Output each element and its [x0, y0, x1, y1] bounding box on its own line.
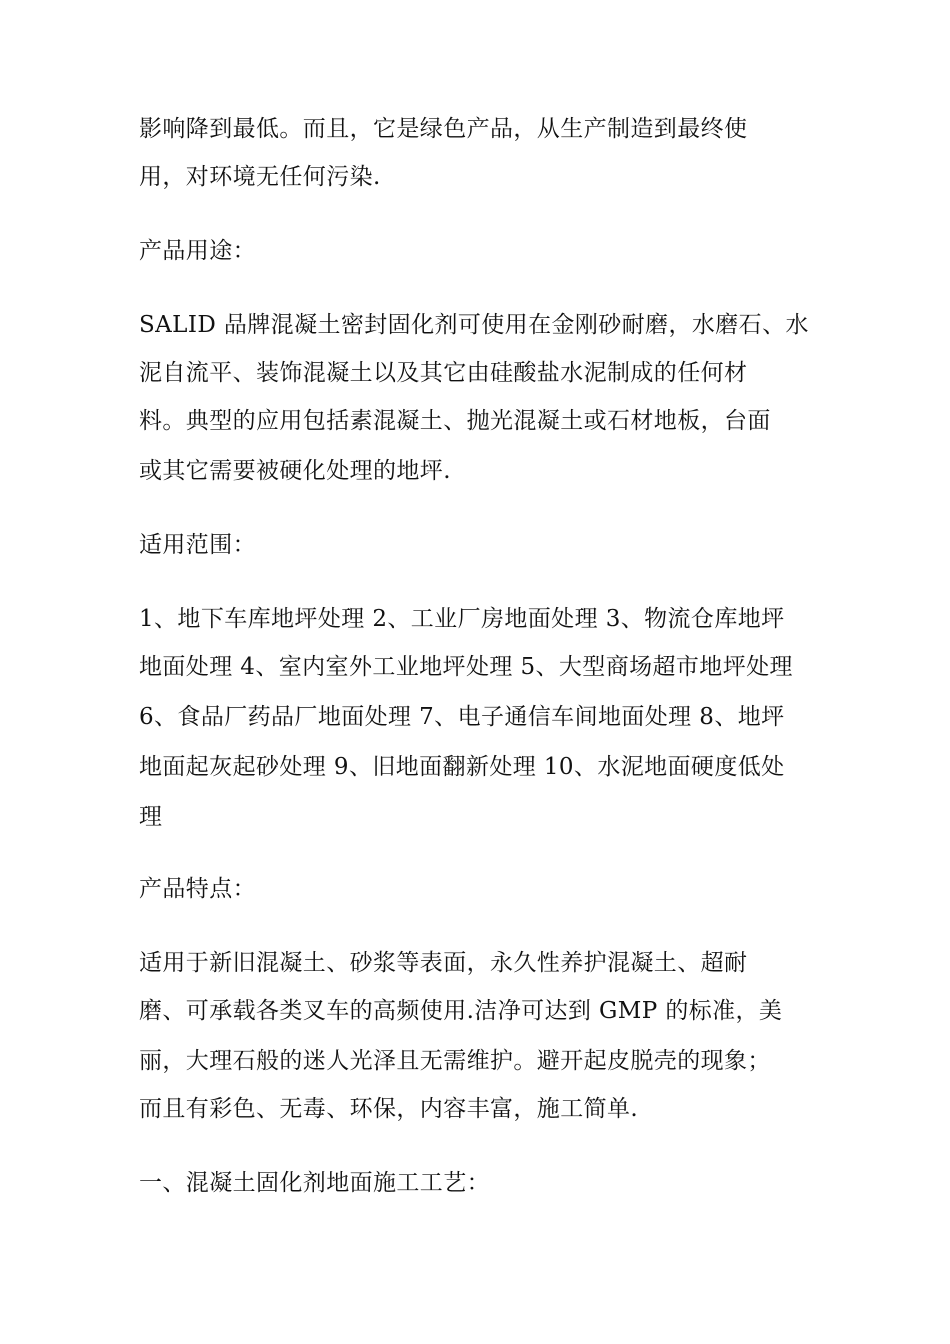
paragraph-scope-line-2: 地面处理 4、室内室外工业地坪处理 5、大型商场超市地坪处理	[139, 654, 793, 680]
paragraph-scope-line-1: 1、地下车库地坪处理 2、工业厂房地面处理 3、物流仓库地坪	[139, 606, 785, 632]
paragraph-features-line-2: 磨、可承载各类叉车的高频使用.洁净可达到 GMP 的标准，美	[139, 998, 783, 1024]
paragraph-intro-line-2: 用，对环境无任何污染.	[139, 164, 381, 190]
heading-features: 产品特点：	[139, 876, 256, 902]
heading-scope: 适用范围：	[139, 532, 256, 558]
paragraph-use-line-4: 或其它需要被硬化处理的地坪.	[139, 458, 451, 484]
paragraph-use-line-2: 泥自流平、装饰混凝土以及其它由硅酸盐水泥制成的任何材	[139, 360, 748, 386]
paragraph-use-line-1: SALID 品牌混凝土密封固化剂可使用在金刚砂耐磨，水磨石、水	[139, 312, 809, 338]
paragraph-use-line-3: 料。典型的应用包括素混凝土、抛光混凝土或石材地板，台面	[139, 408, 771, 434]
paragraph-scope-line-5: 理	[139, 804, 163, 830]
paragraph-intro-line-1: 影响降到最低。而且，它是绿色产品，从生产制造到最终使	[139, 116, 748, 142]
paragraph-features-line-1: 适用于新旧混凝土、砂浆等表面，永久性养护混凝土、超耐	[139, 950, 748, 976]
paragraph-scope-line-4: 地面起灰起砂处理 9、旧地面翻新处理 10、水泥地面硬度低处	[139, 754, 785, 780]
heading-product-use: 产品用途：	[139, 238, 256, 264]
paragraph-features-line-3: 丽，大理石般的迷人光泽且无需维护。避开起皮脱壳的现象；	[139, 1048, 771, 1074]
heading-construction-process: 一、混凝土固化剂地面施工工艺：	[139, 1170, 490, 1196]
paragraph-scope-line-3: 6、食品厂药品厂地面处理 7、电子通信车间地面处理 8、地坪	[139, 704, 785, 730]
paragraph-features-line-4: 而且有彩色、无毒、环保，内容丰富，施工简单.	[139, 1096, 639, 1122]
